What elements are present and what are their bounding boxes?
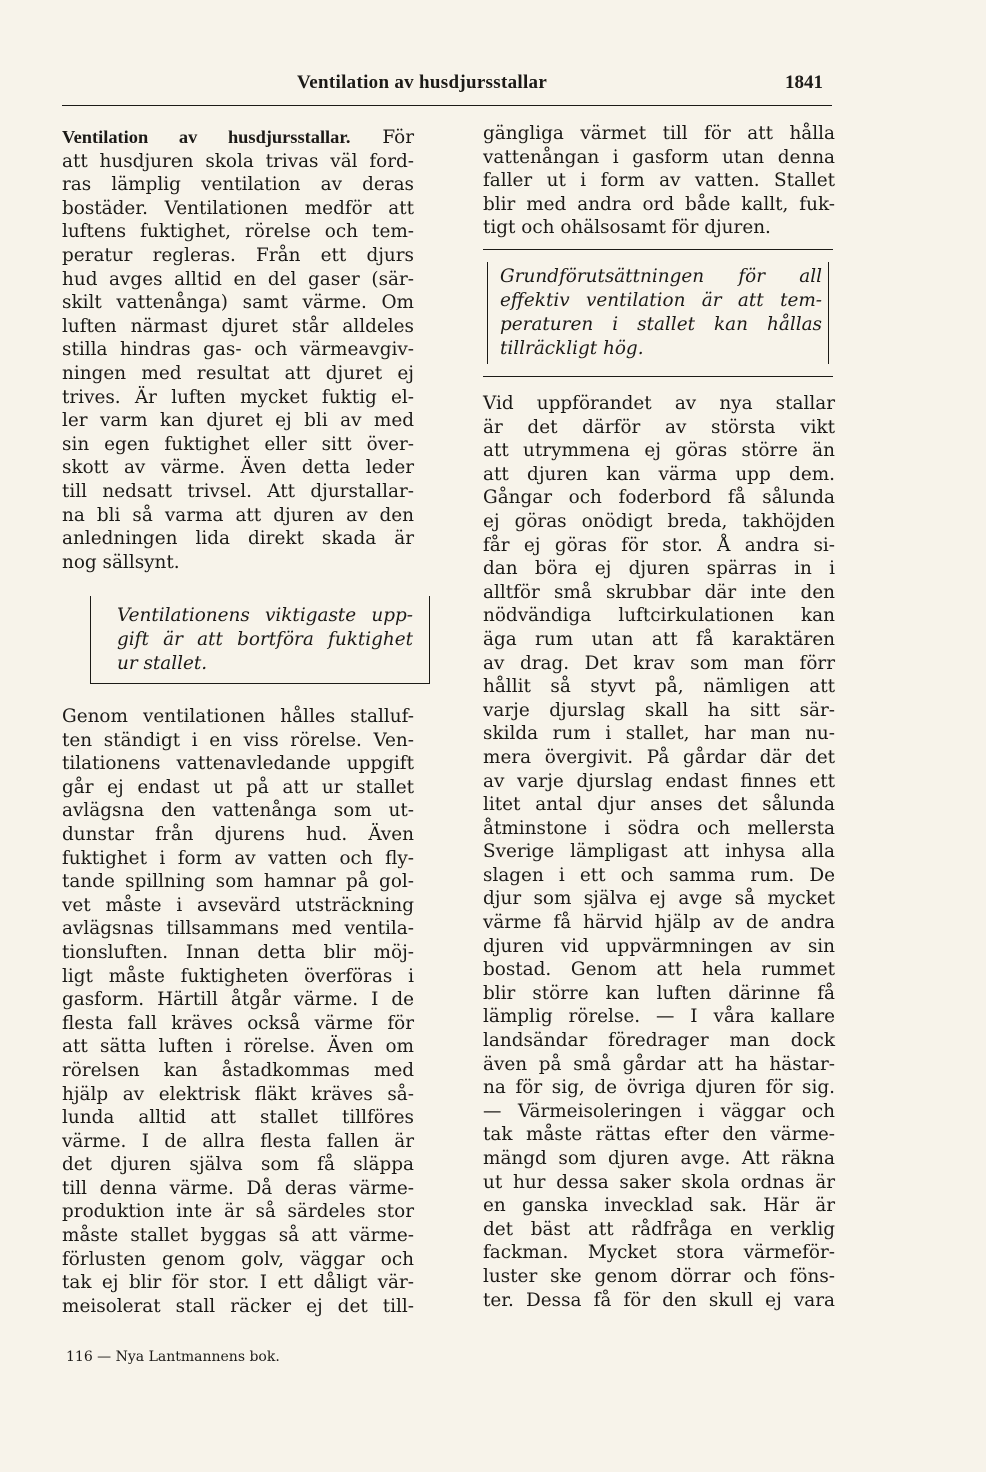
header-divider	[62, 105, 832, 106]
text-line: vet måste i avsevärd utsträckning	[62, 894, 414, 916]
paragraph-1	[62, 150, 414, 575]
text-line: skott av värme. Även detta leder	[62, 457, 414, 479]
text-line: att sätta luften i rörelse. Även om	[62, 1036, 414, 1058]
text-line: måste stallet byggas så att värme-	[62, 1225, 414, 1247]
left-column	[62, 126, 414, 574]
text-line: fackman. Mycket stora värmeför-	[483, 1242, 835, 1264]
text-line: även på små gårdar att ha hästar-	[483, 1053, 835, 1075]
text-line: faller ut i form av vatten. Stallet	[483, 170, 835, 192]
text-line: det djuren själva som få släppa	[62, 1154, 414, 1176]
text-line: blir med andra ord både kallt, fuk-	[483, 193, 835, 215]
text-line: stilla hindras gas- och värmeavgiv-	[62, 339, 414, 361]
text-line: avlägsna den vattenånga som ut-	[62, 800, 414, 822]
header-title: Ventilation av husdjursstallar	[297, 72, 548, 93]
text-line: mängd som djuren avge. Att räkna	[483, 1148, 835, 1169]
paragraph-2	[62, 705, 414, 1318]
text-line: förlusten genom golv, väggar och	[62, 1248, 414, 1270]
text-line: ten ständigt i en viss rörelse. Ven-	[62, 729, 414, 751]
callout-text	[117, 604, 413, 676]
text-line: gasform. Härtill åtgår värme. I de	[62, 989, 414, 1011]
text-line: peratur regleras. Från ett djurs	[62, 244, 414, 266]
text-line: luster ske genom dörrar och föns-	[483, 1265, 835, 1287]
callout-box-right	[483, 249, 833, 377]
text-line: produktion inte är så särdeles stor	[62, 1201, 414, 1223]
text-line: Sverige lämpligast att inhysa alla	[483, 841, 835, 863]
callout-box-left	[90, 596, 430, 684]
callout-rule-left	[487, 262, 488, 364]
callout-rule-right	[828, 262, 829, 364]
text-line: till nedsatt trivsel. Att djurstallar-	[62, 480, 414, 502]
right-column-top	[483, 122, 835, 240]
text-line: till denna värme. Då deras värme-	[62, 1177, 414, 1199]
text-line: vattenångan i gasform utan denna	[483, 146, 835, 168]
text-line: blir större kan luften därinne få	[483, 982, 835, 1004]
text-line: lämplig rörelse. — I våra kallare	[483, 1006, 835, 1028]
text-line: varje djurslag skall ha sitt sär-	[483, 699, 835, 721]
text-line: djur som själva ej avge så mycket	[483, 888, 835, 910]
text-line: meisolerat stall räcker ej det till-	[62, 1295, 414, 1317]
text-line: mera övergivit. På gårdar där det	[483, 746, 835, 768]
text-line: tak ej blir för stor. I ett dåligt vär-	[62, 1272, 414, 1294]
text-line: att djuren kan värma upp dem.	[483, 463, 835, 485]
text-line: ler varm kan djuret ej bli av med	[62, 410, 414, 432]
text-line: ras lämplig ventilation av deras	[62, 174, 414, 196]
text-line: en ganska invecklad sak. Här är	[483, 1195, 835, 1217]
text-line: ej göras onödigt breda, takhöjden	[483, 510, 835, 532]
text-line: ligt måste fuktigheten överföras i	[62, 965, 414, 987]
text-line: tak måste rättas efter den värme-	[483, 1124, 835, 1146]
text-line: värme få härvid hjälp av de andra	[483, 912, 835, 934]
text-line: tigt och ohälsosamt för djuren.	[483, 217, 771, 239]
text-line: landsändar föredrager man dock	[483, 1030, 835, 1052]
text-line: sin egen fuktighet eller sitt över-	[62, 433, 414, 455]
text-line: av varje djurslag endast finnes ett	[483, 770, 835, 792]
text-line: trives. Är luften mycket fuktig el-	[62, 386, 414, 408]
text-line: tilationens vattenavledande uppgift	[62, 753, 414, 775]
text-line: ter. Dessa få för den skull ej vara	[483, 1289, 835, 1311]
text-line: hållit så styvt på, nämligen att	[483, 676, 835, 698]
text-line: effektiv ventilation är att tem-	[500, 290, 822, 311]
callout-text	[500, 265, 822, 361]
text-line: na bli så varma att djuren av den	[62, 504, 414, 526]
text-line: skilt vattenånga) samt värme. Om	[62, 292, 414, 314]
text-line: litet antal djur anses det sålunda	[483, 794, 835, 816]
text-line: är det därför av största vikt	[483, 416, 835, 438]
text-line: går ej endast ut på att ur stallet	[62, 776, 414, 798]
text-line: anledningen lida direkt skada är	[62, 528, 414, 550]
text-line: alltför små skrubbar där inte den	[483, 581, 835, 603]
text-line: Vid uppförandet av nya stallar	[483, 393, 835, 414]
text-line: Grundförutsättningen för all	[500, 266, 822, 287]
text-line: av drag. Det krav som man förr	[483, 652, 835, 674]
text-line: ur stallet.	[117, 653, 208, 674]
text-line: Gångar och foderbord få sålunda	[483, 487, 835, 509]
text-line: värme. I de allra flesta fallen är	[62, 1130, 414, 1152]
text-line: Ventilationens viktigaste upp-	[117, 605, 413, 626]
text-line: tillräckligt hög.	[500, 338, 644, 359]
text-line: Genom ventilationen hålles stalluf-	[62, 706, 414, 727]
text-line: luften närmast djuret står alldeles	[62, 315, 414, 337]
text-line: tionsluften. Innan detta blir möj-	[62, 941, 414, 963]
text-line: nog sällsynt.	[62, 551, 180, 573]
text-line: rörelsen kan åstadkommas med	[62, 1059, 414, 1081]
right-column-paragraph	[483, 392, 835, 1312]
text-line: na för sig, de övriga djuren för sig.	[483, 1077, 835, 1099]
text-line: hud avges alltid en del gaser (sär-	[62, 268, 414, 290]
page-footer: 116 — Nya Lantmannens bok.	[66, 1349, 280, 1365]
text-line: flesta fall kräves också värme för	[62, 1012, 414, 1034]
text-line: nödvändiga luftcirkulationen kan	[483, 605, 835, 627]
text-line: ut hur dessa saker skola ordnas är	[483, 1171, 835, 1193]
text-line: bostäder. Ventilationen medför att	[62, 197, 414, 219]
text-line: tande spillning som hamnar på gol-	[62, 871, 414, 893]
text-line: ningen med resultat att djuret ej	[62, 362, 414, 384]
text-line: luftens fuktighet, rörelse och tem-	[62, 221, 414, 243]
text-line: djuren vid uppvärmningen av sin	[483, 935, 835, 957]
text-line: får ej göras för stor. Å andra si-	[483, 534, 835, 556]
text-line: att utrymmena ej göras större än	[483, 440, 835, 462]
text-line: hjälp av elektrisk fläkt kräves så-	[62, 1083, 414, 1105]
text-line: dunstar från djurens hud. Även	[62, 823, 414, 845]
section-heading: Ventilation av husdjursstallar.	[62, 127, 351, 147]
text-line: slagen i ett och samma rum. De	[483, 864, 835, 886]
text-line: skilda rum i stallet, har man nu-	[483, 723, 835, 745]
paragraph-line: Ventilation av husdjursstallar. För	[62, 127, 414, 148]
text-line: gift är att bortföra fuktighet	[117, 629, 413, 650]
text-line: — Värmeisoleringen i väggar och	[483, 1100, 835, 1122]
text-line: peraturen i stallet kan hållas	[500, 314, 822, 335]
text-line: fuktighet i form av vatten och fly-	[62, 847, 414, 869]
text-line: gängliga värmet till för att hålla	[483, 123, 835, 144]
text-line: bostad. Genom att hela rummet	[483, 959, 835, 981]
text-line: åtminstone i södra och mellersta	[483, 817, 835, 839]
text-line: dan böra ej djuren spärras in i	[483, 558, 835, 580]
page-number: 1841	[785, 72, 823, 93]
text-line: äga rum utan att få karaktären	[483, 628, 835, 650]
text-line: avlägsnas tillsammans med ventila-	[62, 918, 414, 940]
text-line: lunda alltid att stallet tillföres	[62, 1107, 414, 1129]
text-line: att husdjuren skola trivas väl ford-	[62, 150, 414, 172]
text-line: det bäst att rådfråga en verklig	[483, 1218, 835, 1240]
